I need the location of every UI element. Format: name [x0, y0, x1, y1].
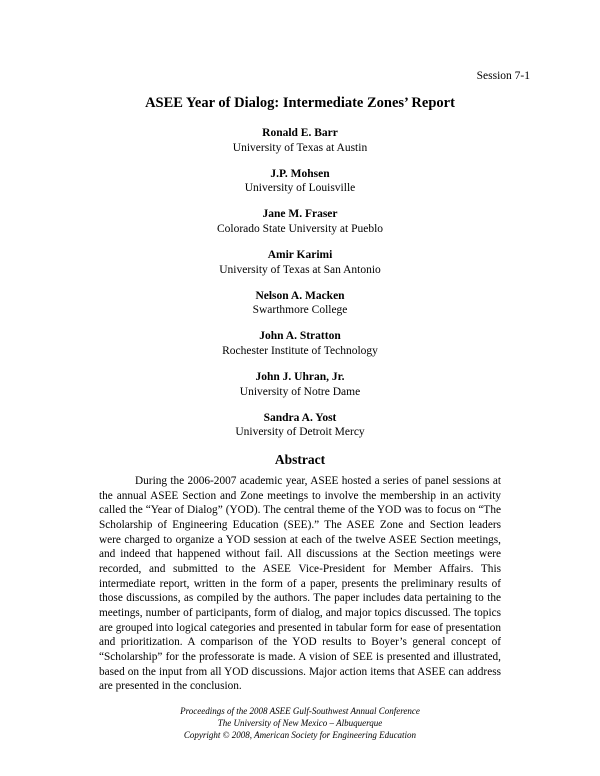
author-name: John J. Uhran, Jr. [255, 371, 345, 384]
author-affiliation: University of Notre Dame [239, 385, 361, 398]
author-block [0, 411, 600, 452]
author-name: Amir Karimi [267, 249, 333, 262]
author-affiliation: Colorado State University at Pueblo [216, 222, 384, 235]
author-block [0, 126, 600, 167]
author-name: John A. Stratton [259, 330, 341, 343]
author-affiliation: Rochester Institute of Technology [222, 344, 378, 357]
author-name: Sandra A. Yost [263, 411, 337, 424]
author-name: Jane M. Fraser [262, 208, 338, 221]
author-block [0, 167, 600, 208]
author-name: J.P. Mohsen [270, 167, 330, 180]
author-block [0, 289, 600, 330]
author-block [0, 207, 600, 248]
page-footer [0, 705, 600, 741]
abstract-heading: Abstract [274, 452, 326, 467]
session-label: Session 7-1 [476, 70, 530, 82]
author-affiliation: Swarthmore College [252, 304, 348, 317]
abstract-text: During the 2006-2007 academic year, ASEE hosted a series of panel sessions at the annual ASEE Section and Zone meetings to involve the membership in an activity called the “Year of Dialog” (YOD). The central theme of the YOD was to focus on “The Scholarship of Engineering Education (SEE).” The ASEE Zone and Section leaders were charged to organize a YOD session at each of the twelve ASEE Section meetings, and indeed that happened without fail. All discussions at the Section meetings were recorded, and submitted to the ASEE Vice-President for Member Affairs. This intermediate report, written in the form of a paper, presents the preliminary results of those discussions, as compiled by the authors. The paper includes data pertaining to the meetings, number of participants, form of dialog, and major topics discussed. The topics are grouped into logical categories and presented in tabular form for ease of presentation and prioritization. A comparison of the YOD results to Boyer’s general concept of “Scholarship” for the professorate is made. A vision of SEE is presented and illustrated, based on the input from all YOD discussions. Major action items that ASEE can address are presented in the conclusion. [99, 475, 501, 693]
author-affiliation: University of Texas at Austin [232, 141, 368, 154]
paper-title: ASEE Year of Dialog: Intermediate Zones’ Report [145, 95, 455, 111]
author-affiliation: University of Detroit Mercy [235, 426, 365, 439]
footer-proceedings: Proceedings of the 2008 ASEE Gulf-Southwest Annual Conference [180, 706, 420, 716]
footer-university: The University of New Mexico – Albuquerque [217, 718, 383, 728]
author-list [0, 126, 600, 452]
author-name: Ronald E. Barr [262, 127, 338, 139]
author-name: Nelson A. Macken [255, 289, 345, 302]
author-block [0, 329, 600, 370]
author-affiliation: University of Texas at San Antonio [219, 263, 381, 276]
author-affiliation: University of Louisville [244, 182, 356, 195]
author-block [0, 248, 600, 289]
footer-copyright: Copyright © 2008, American Society for Engineering Education [183, 730, 417, 740]
author-block [0, 370, 600, 411]
